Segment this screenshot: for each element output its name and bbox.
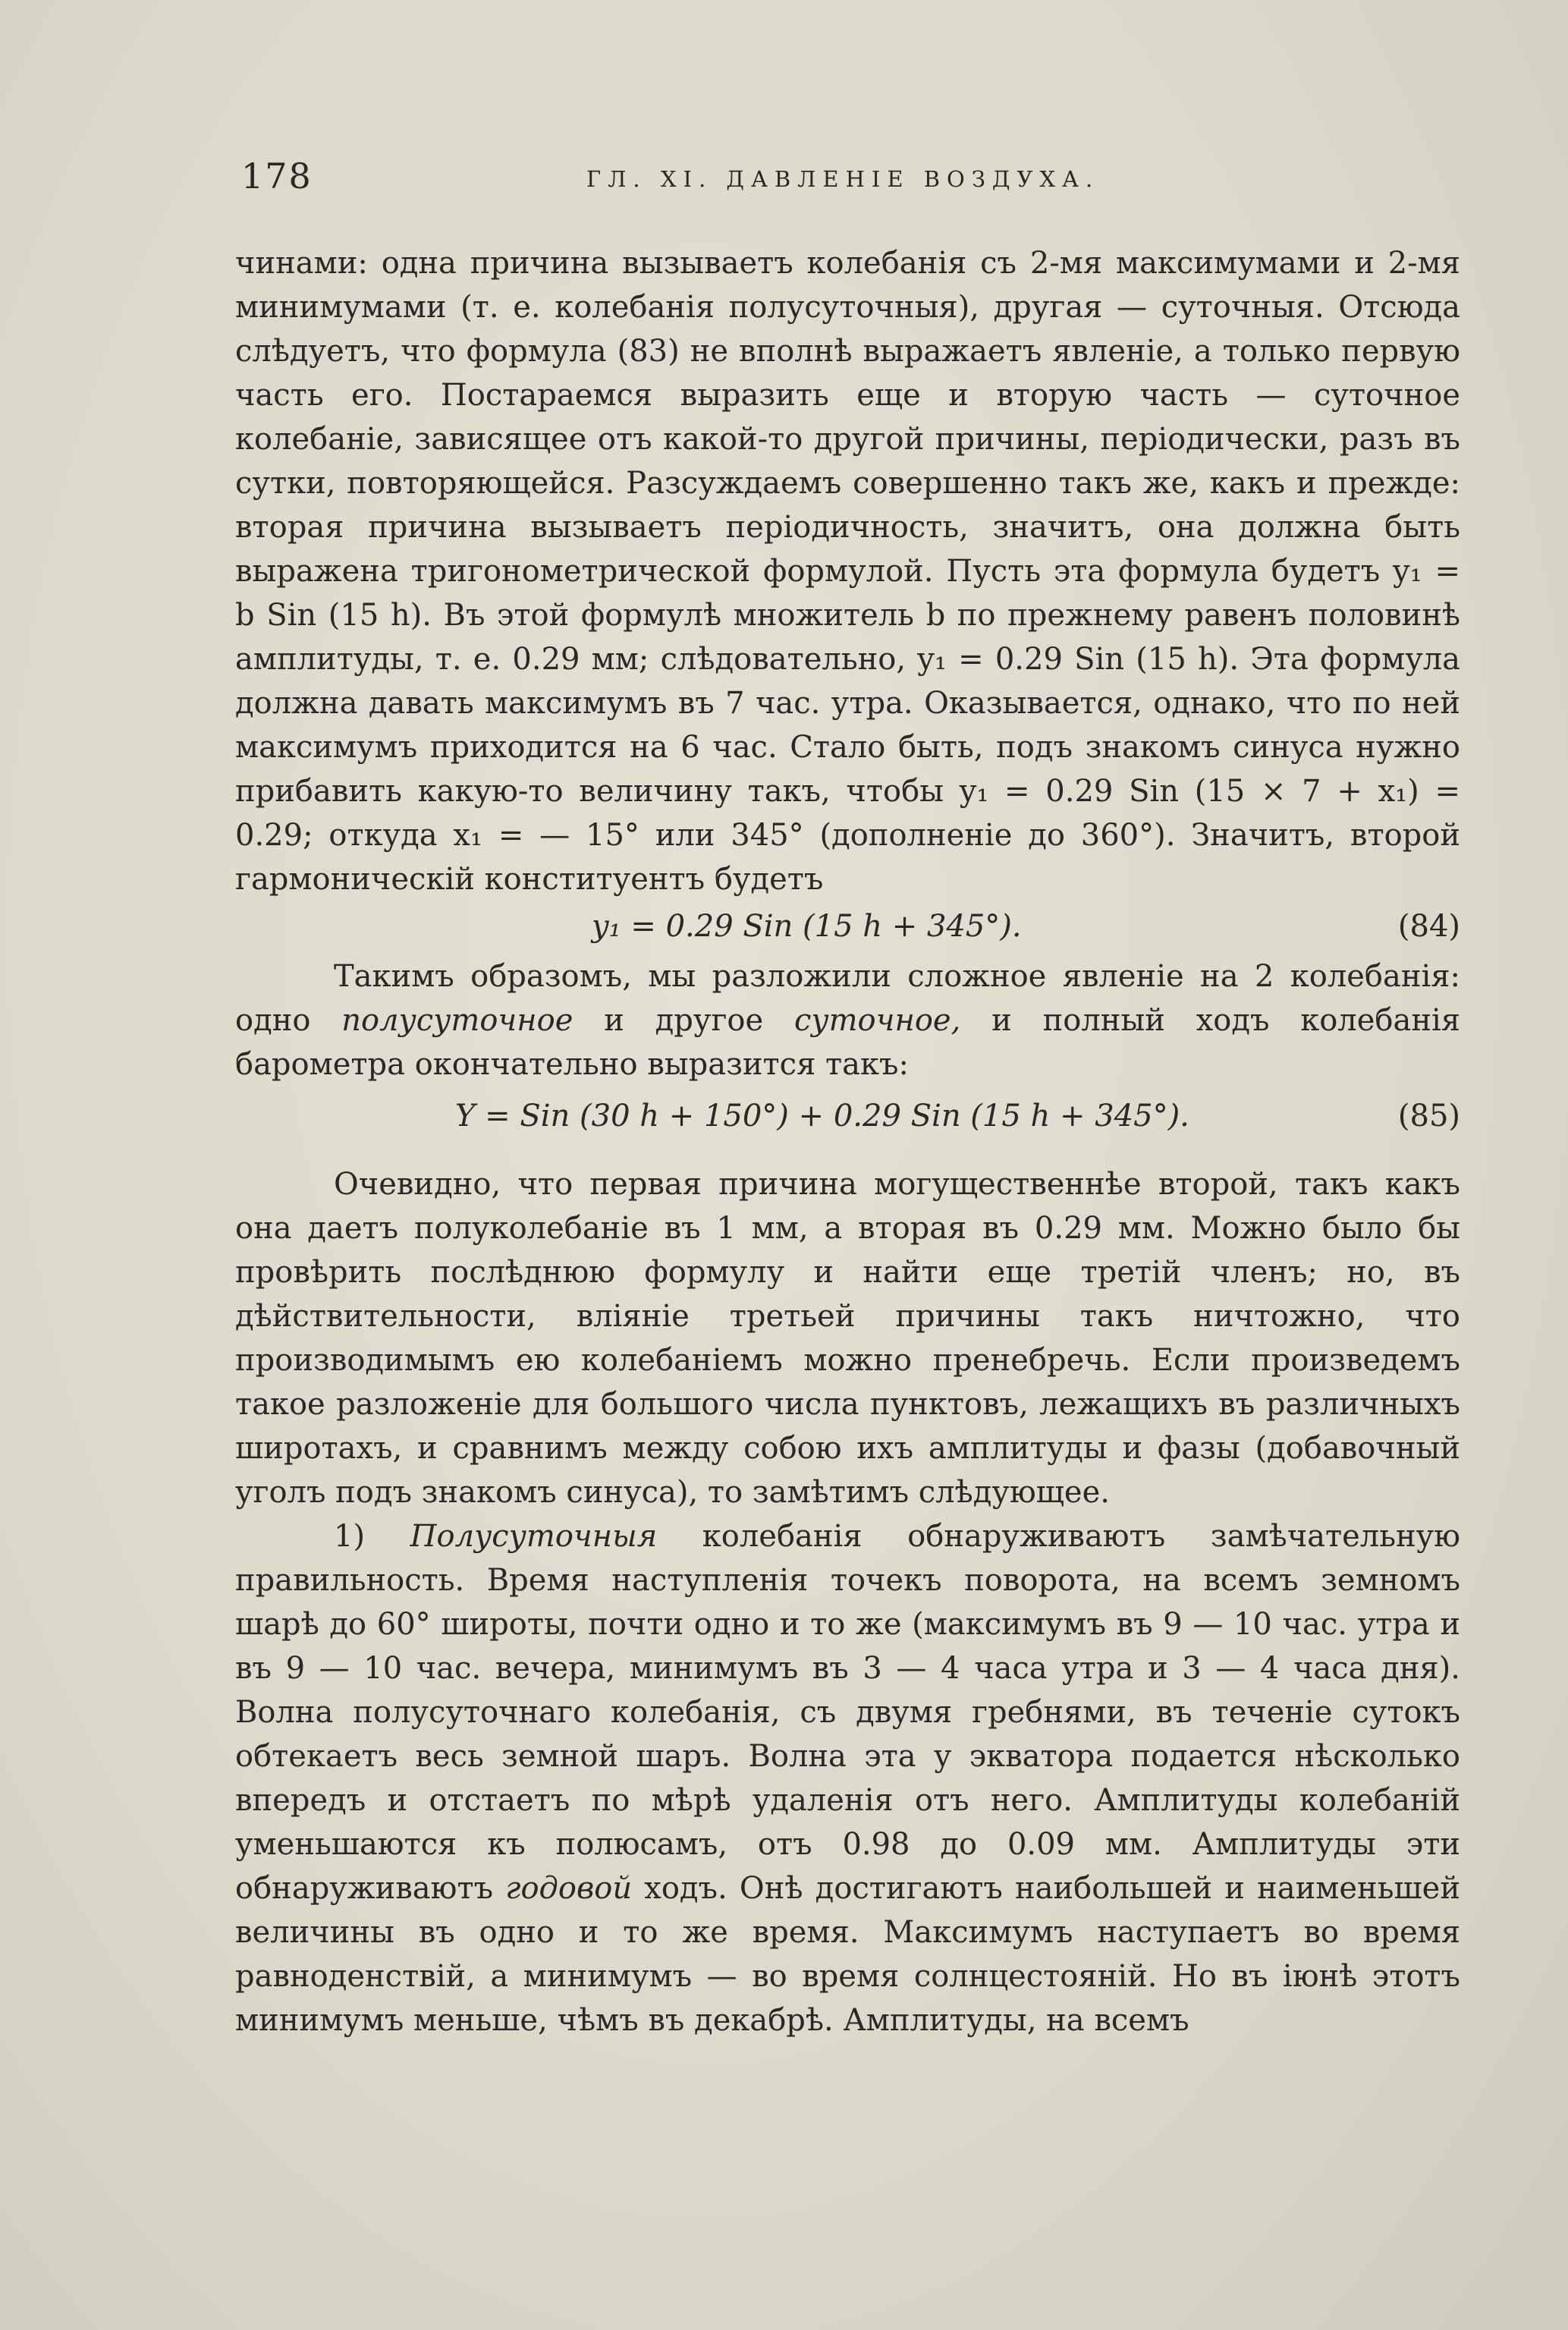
running-title: ГЛ. XI. ДАВЛЕНІЕ ВОЗДУХА. bbox=[586, 166, 1100, 192]
p2-text-3: и полный ходъ колебанія барометра окончательно выразится такъ: bbox=[235, 1003, 1460, 1082]
page-header bbox=[241, 156, 1455, 201]
p2-text-1: Такимъ образомъ, мы разложили сложное явленіе на 2 колебанія: одно bbox=[235, 959, 1460, 1038]
p2-emphasis-semidiurnal: полусуточное bbox=[341, 1003, 573, 1038]
formula-84-expression: y₁ = 0.29 Sin (15 h + 345°). bbox=[592, 909, 1022, 944]
paragraph-semidiurnal bbox=[235, 1514, 1460, 2042]
paragraph-continuation: чинами: одна причина вызываетъ колебанія съ 2-мя максимумами и 2-мя минимумами (т. е. колебанія полусуточныя), другая — суточныя. Отсюда слѣдуетъ, что формула (83) не вполнѣ выражаетъ явленіе, а только первую часть его. Постараемся выразить еще и вторую часть — суточное колебаніе, зависящее отъ какой-то другой причины, періодически, разъ въ сутки, повторяющейся. Разсуждаемъ совершенно такъ же, какъ и прежде: вторая причина вызываетъ періодичность, значитъ, она должна быть выражена тригонометрической формулой. Пусть эта формула будетъ y₁ = b Sin (15 h). Въ этой формулѣ множитель b по прежнему равенъ половинѣ амплитуды, т. е. 0.29 мм; слѣдовательно, y₁ = 0.29 Sin (15 h). Эта формула должна давать максимумъ въ 7 час. утра. Оказывается, однако, что по ней максимумъ приходится на 6 час. Стало быть, подъ знакомъ синуса нужно прибавить какую-то величину такъ, чтобы y₁ = 0.29 Sin (15 × 7 + x₁) = 0.29; откуда x₁ = — 15° или 345° (дополненіе до 360°). Значитъ, второй гармоническій конституентъ будетъ bbox=[235, 246, 1460, 897]
p4-emphasis-annual: годовой bbox=[505, 1871, 633, 1906]
formula-84-number: (84) bbox=[1397, 909, 1460, 944]
paragraph-obviously: Очевидно, что первая причина могущественнѣе второй, такъ какъ она даетъ полуколебаніе въ 1 мм, а вторая въ 0.29 мм. Можно было бы провѣрить послѣднюю формулу и найти еще третій членъ; но, въ дѣйствительности, вліяніе третьей причины такъ ничтожно, что производимымъ ею колебаніемъ можно пренебречь. Если произведемъ такое разложеніе для большого числа пунктовъ, лежащихъ въ различныхъ широтахъ, и сравнимъ между собою ихъ амплитуды и фазы (добавочный уголъ подъ знакомъ синуса), то замѣтимъ слѣдующее. bbox=[235, 1167, 1460, 1510]
p4-lead: 1) bbox=[334, 1519, 410, 1554]
paragraph-decomposition bbox=[235, 954, 1460, 1086]
p4-text-2: ходъ. Онѣ достигаютъ наибольшей и наименьшей величины въ одно и то же время. Максимумъ наступаетъ во время равноденствій, а минимумъ — во время солнцестояній. Но въ іюнѣ этотъ минимумъ меньше, чѣмъ въ декабрѣ. Амплитуды, на всемъ bbox=[235, 1871, 1460, 2038]
p4-emphasis-semidiurnal: Полусуточныя bbox=[410, 1519, 658, 1554]
formula-85-expression: Y = Sin (30 h + 150°) + 0.29 Sin (15 h + 345°). bbox=[455, 1099, 1189, 1134]
formula-85 bbox=[235, 1094, 1460, 1141]
page-number: 178 bbox=[241, 156, 313, 197]
p2-text-2: и другое bbox=[573, 1003, 794, 1038]
formula-85-number: (85) bbox=[1397, 1099, 1460, 1134]
p2-emphasis-diurnal: суточное, bbox=[793, 1003, 961, 1038]
body-text bbox=[235, 241, 1460, 2042]
p4-text-1: колебанія обнаруживаютъ замѣчательную правильность. Время наступленія точекъ поворота, на всемъ земномъ шарѣ до 60° широты, почти одно и то же (максимумъ въ 9 — 10 час. утра и въ 9 — 10 час. вечера, минимумъ въ 3 — 4 часа утра и 3 — 4 часа дня). Волна полусуточнаго колебанія, съ двумя гребнями, въ теченіе сутокъ обтекаетъ весь земной шаръ. Волна эта у экватора подается нѣсколько впередъ и отстаетъ по мѣрѣ удаленія отъ него. Амплитуды колебаній уменьшаются къ полюсамъ, отъ 0.98 до 0.09 мм. Амплитуды эти обнаруживаютъ bbox=[235, 1519, 1460, 1906]
formula-84 bbox=[235, 904, 1460, 951]
